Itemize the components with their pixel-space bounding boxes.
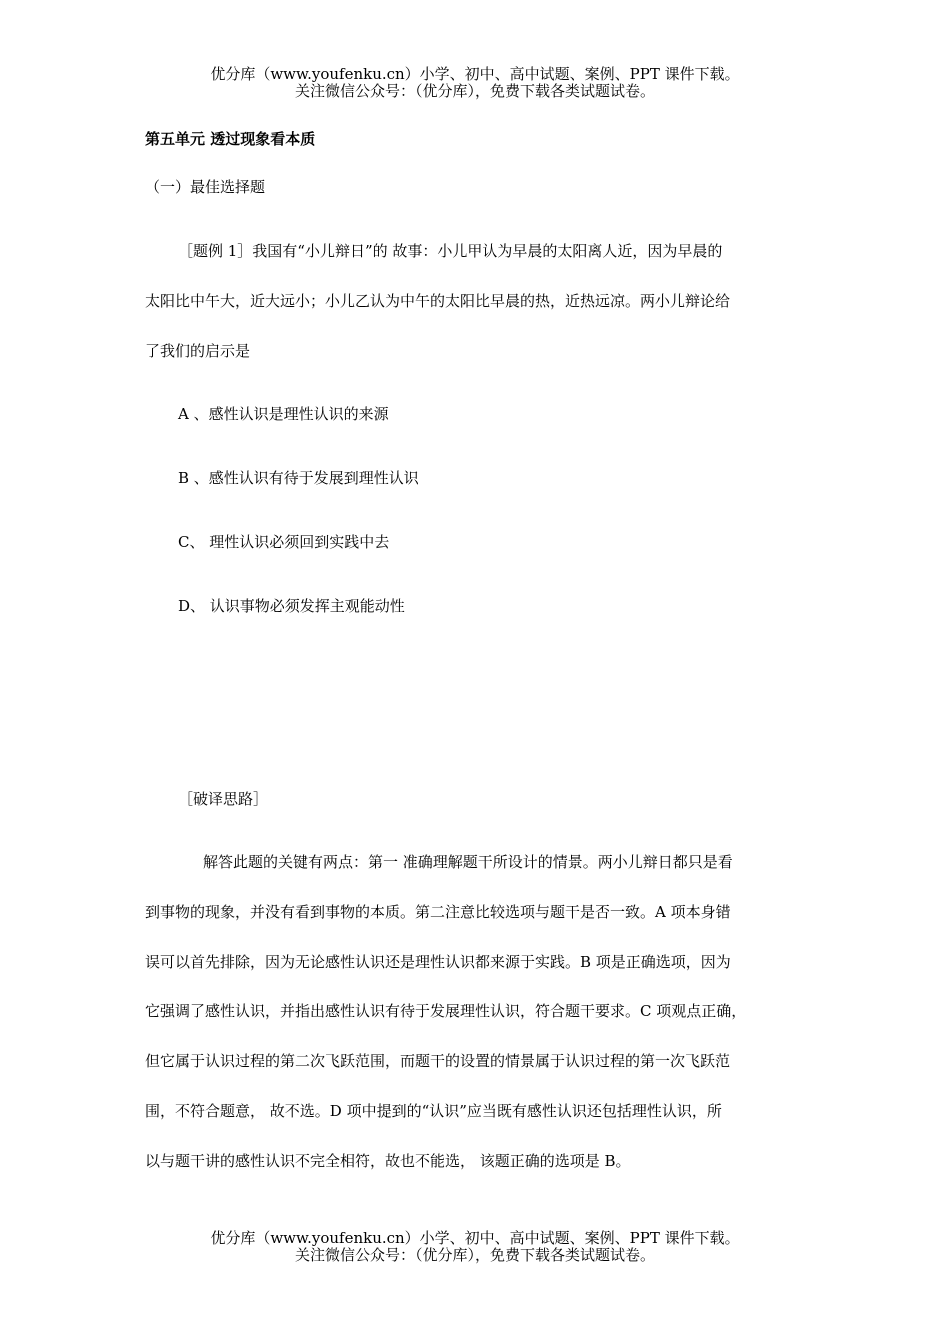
analysis-heading: ［破译思路］ bbox=[178, 790, 269, 808]
footer-line-2: 关注微信公众号：（优分库），免费下载各类试题试卷。 bbox=[294, 1246, 655, 1264]
page-footer bbox=[0, 1230, 950, 1264]
analysis-line-4: 它强调了感性认识，并指出感性认识有待于发展理性认识，符合题干要求。C 项观点正确， bbox=[145, 1002, 747, 1020]
analysis-line-2: 到事物的现象，并没有看到事物的本质。第二注意比较选项与题干是否一致。A 项本身错 bbox=[145, 903, 731, 921]
analysis-line-7: 以与题干讲的感性认识不完全相符，故也不能选， 该题正确的选项是 B。 bbox=[145, 1152, 631, 1170]
analysis-line-1: 解答此题的关键有两点：第一 准确理解题干所设计的情景。两小儿辩日都只是看 bbox=[203, 853, 733, 871]
option-d: D、 认识事物必须发挥主观能动性 bbox=[178, 597, 405, 615]
header-line-2: 关注微信公众号：（优分库），免费下载各类试题试卷。 bbox=[294, 82, 655, 100]
option-b: B 、感性认识有待于发展到理性认识 bbox=[178, 469, 419, 487]
question-line-3: 了我们的启示是 bbox=[145, 342, 251, 360]
analysis-line-6: 围，不符合题意， 故不选。D 项中提到的“认识”应当既有感性认识还包括理性认识，所 bbox=[145, 1102, 722, 1120]
subsection-title: （一）最佳选择题 bbox=[145, 178, 266, 196]
section-title: 第五单元 透过现象看本质 bbox=[145, 130, 316, 148]
page-header bbox=[0, 66, 950, 100]
question-line-2: 太阳比中午大，近大远小；小儿乙认为中午的太阳比早晨的热，近热远凉。两小儿辩论给 bbox=[145, 292, 731, 310]
analysis-line-5: 但它属于认识过程的第二次飞跃范围，而题干的设置的情景属于认识过程的第一次飞跃范 bbox=[145, 1052, 731, 1070]
analysis-line-3: 误可以首先排除，因为无论感性认识还是理性认识都来源于实践。B 项是正确选项，因为 bbox=[145, 953, 731, 971]
question-line-1: ［题例 1］我国有“小儿辩日”的 故事：小儿甲认为早晨的太阳离人近，因为早晨的 bbox=[178, 242, 723, 260]
header-line-1: 优分库（www.youfenku.cn）小学、初中、高中试题、案例、PPT 课件下载。 bbox=[210, 65, 740, 83]
footer-line-1: 优分库（www.youfenku.cn）小学、初中、高中试题、案例、PPT 课件下载。 bbox=[210, 1229, 740, 1247]
option-c: C、 理性认识必须回到实践中去 bbox=[178, 533, 390, 551]
option-a: A 、感性认识是理性认识的来源 bbox=[178, 405, 389, 423]
